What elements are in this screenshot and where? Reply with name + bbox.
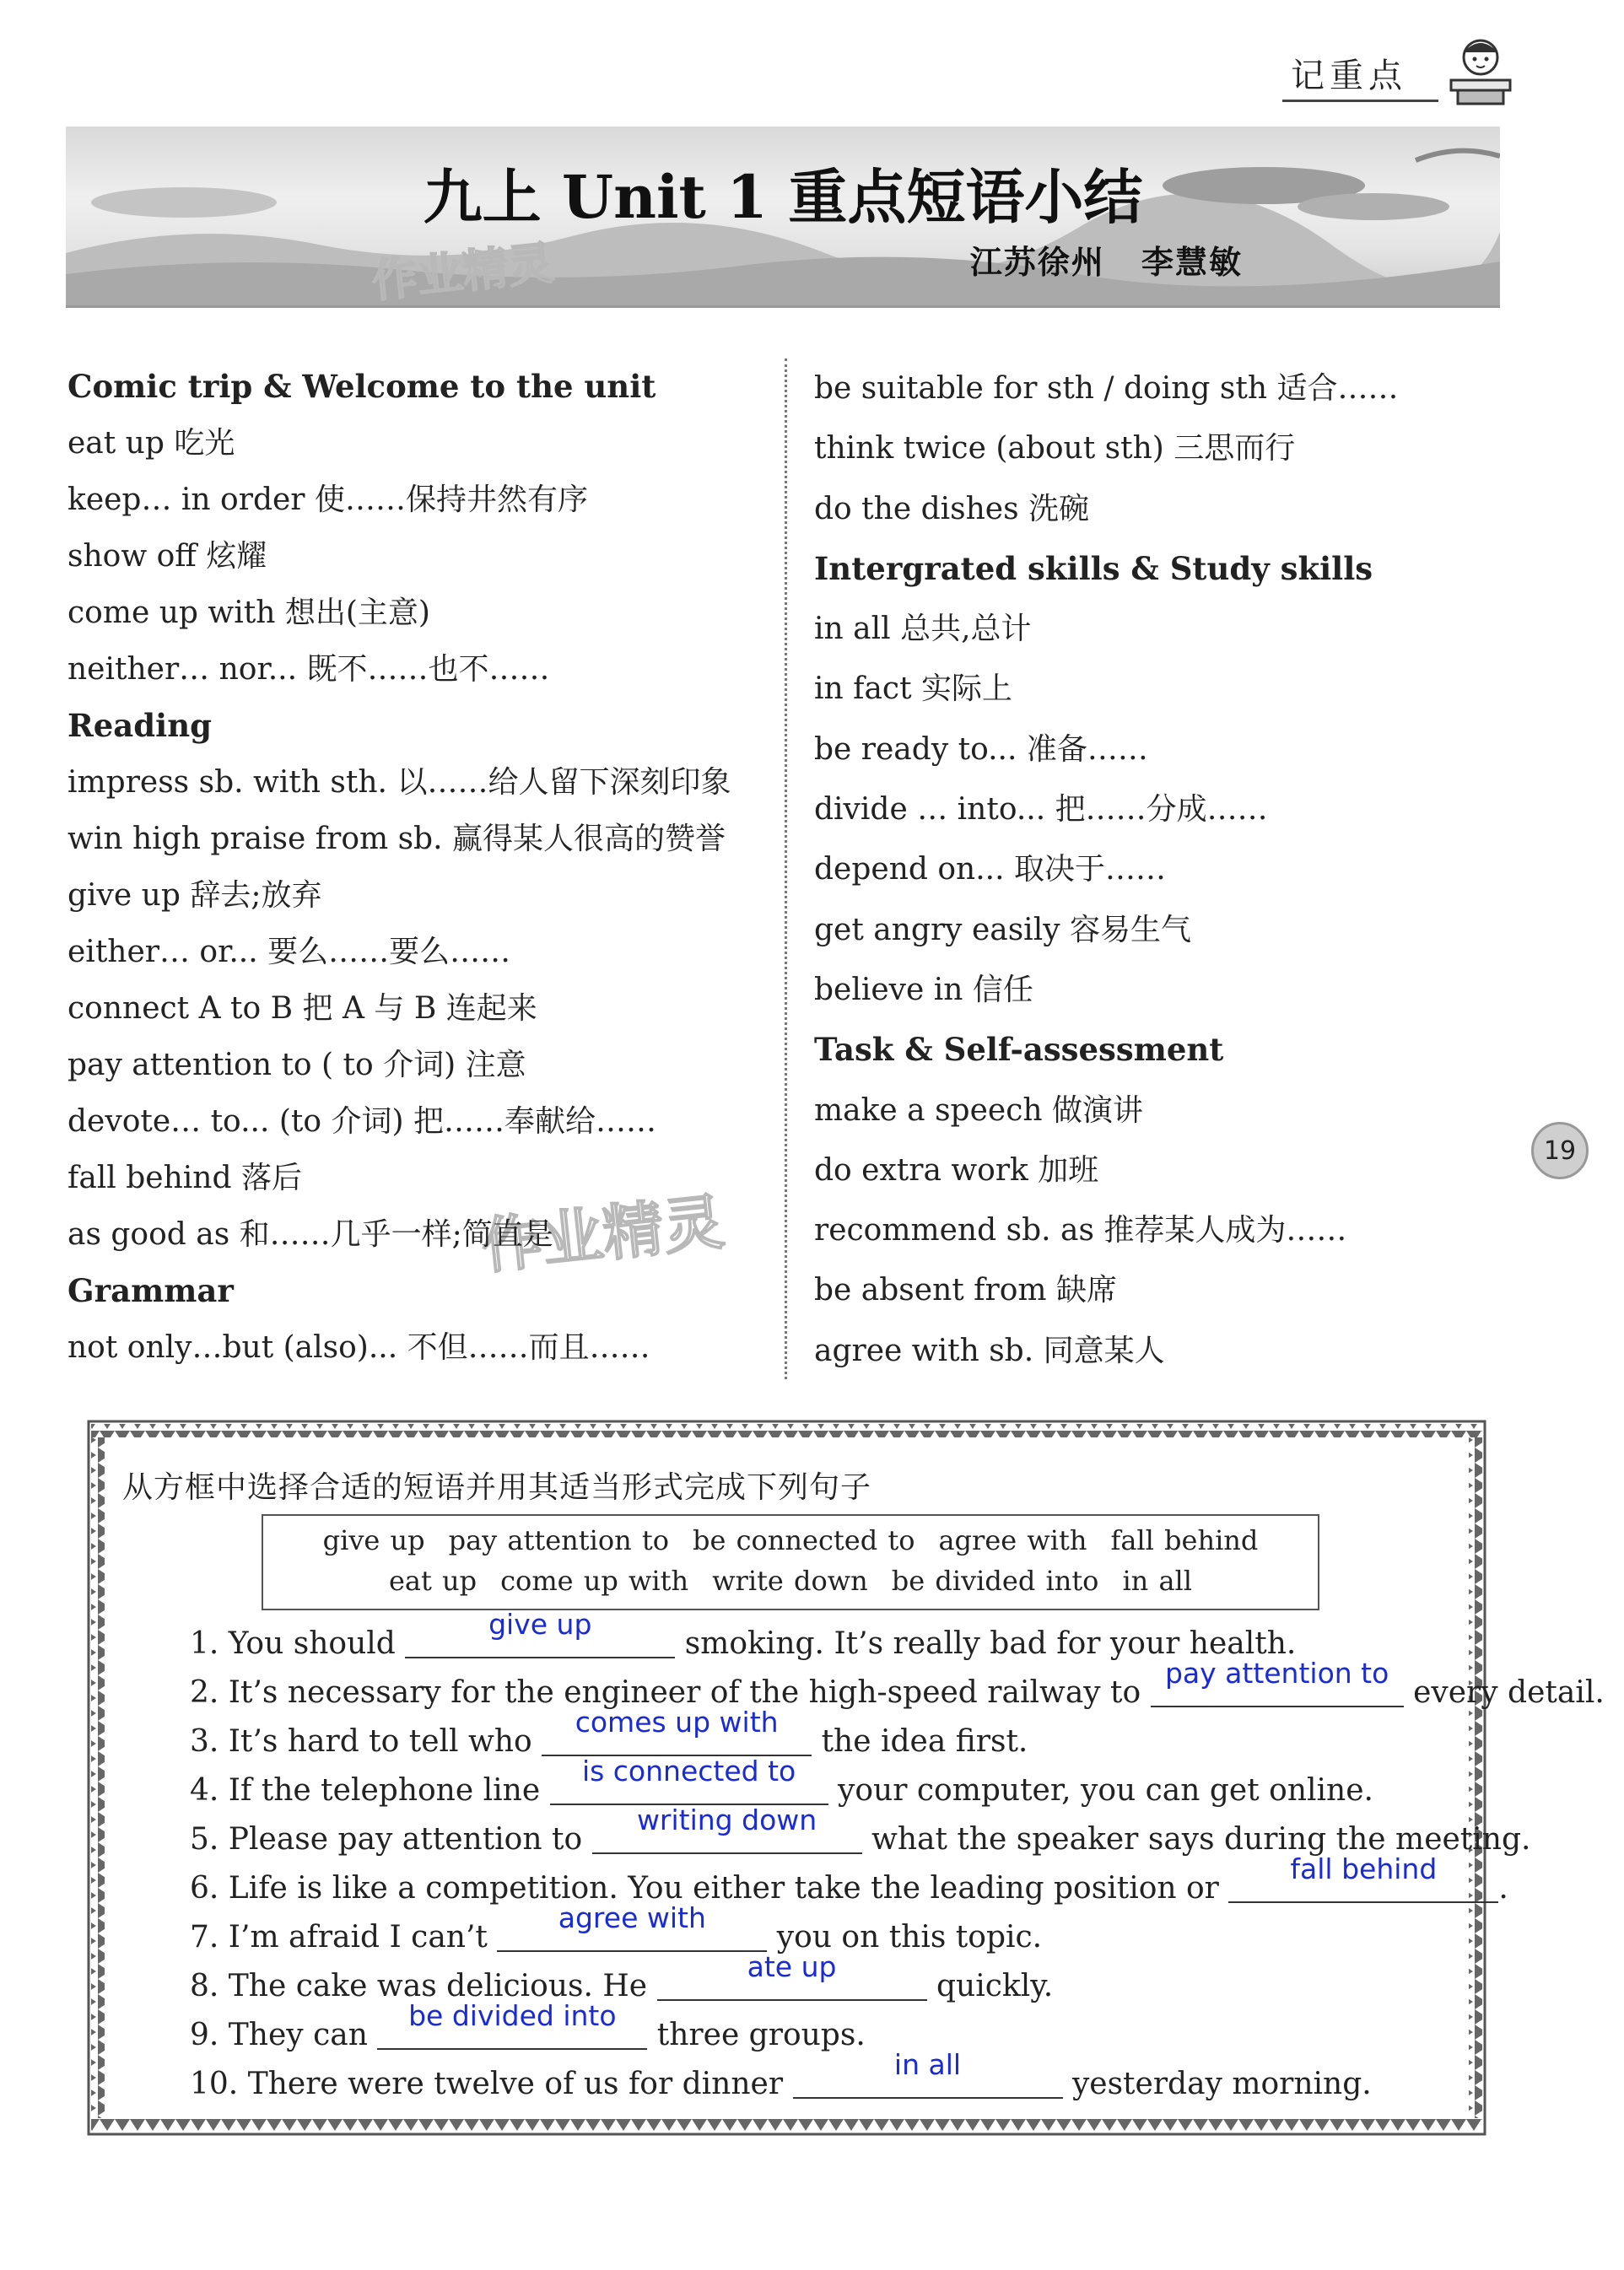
page-title: 九上 Unit 1 重点短语小结 — [423, 162, 1143, 232]
phrase-item: believe in 信任 — [814, 972, 1033, 1007]
phrase-item: pay attention to ( to 介词) 注意 — [67, 1048, 526, 1082]
cartoon-student-icon — [1443, 34, 1514, 108]
sentence-text: your computer, you can get online. — [828, 1773, 1373, 1808]
sentence-text: 8. The cake was delicious. He — [190, 1969, 657, 2003]
watermark: 作业精灵 — [478, 1186, 728, 1282]
handwritten-answer: agree with — [558, 1901, 706, 1934]
answer-blank[interactable] — [592, 1804, 862, 1854]
section-tag — [1270, 34, 1514, 110]
phrase-item: do the dishes 洗碗 — [814, 491, 1090, 526]
phrase-item: neither… nor... 既不……也不…… — [67, 652, 550, 687]
sentence-text: 5. Please pay attention to — [190, 1822, 592, 1857]
phrase-item: be absent from 缺席 — [814, 1273, 1117, 1308]
phrase-item: agree with sb. 同意某人 — [814, 1333, 1165, 1368]
sentence-text: 2. It’s necessary for the engineer of the high-speed railway to — [190, 1675, 1151, 1710]
handwritten-answer: fall behind — [1290, 1852, 1438, 1885]
word-bank-phrase: fall behind — [1110, 1524, 1259, 1556]
exercise-sentence — [190, 1657, 1605, 1717]
answer-blank[interactable] — [405, 1608, 675, 1658]
phrase-item: not only…but (also)... 不但……而且…… — [67, 1330, 650, 1365]
page-number: 19 — [1531, 1122, 1589, 1179]
phrase-item: eat up 吃光 — [67, 426, 235, 461]
sentence-text: . — [1498, 1871, 1508, 1906]
phrase-item: in fact 实际上 — [814, 671, 1013, 707]
phrase-item: be ready to... 准备…… — [814, 731, 1148, 767]
exercise-sentence — [190, 2048, 1472, 2109]
column-divider — [785, 359, 787, 1379]
answer-blank[interactable] — [1151, 1657, 1404, 1707]
word-bank-row — [263, 1524, 1318, 1556]
handwritten-answer: be divided into — [408, 1999, 617, 2032]
phrase-item: in all 总共,总计 — [814, 612, 1032, 647]
exercise-instruction: 从方框中选择合适的短语并用其适当形式完成下列句子 — [122, 1470, 872, 1505]
answer-blank[interactable] — [550, 1755, 828, 1805]
phrase-item: make a speech 做演讲 — [814, 1092, 1143, 1128]
word-bank-phrase: be divided into — [891, 1565, 1099, 1597]
phrase-item: either… or... 要么……要么…… — [67, 935, 511, 969]
phrase-item: win high praise from sb. 赢得某人很高的赞誉 — [67, 822, 726, 856]
section-tag-underline — [1282, 100, 1438, 102]
section-heading: Grammar — [67, 1272, 234, 1309]
sentence-text: 3. It’s hard to tell who — [190, 1724, 542, 1759]
word-bank-phrase: write down — [712, 1565, 868, 1597]
phrase-item: devote… to... (to 介词) 把……奉献给…… — [67, 1104, 656, 1139]
word-bank-phrase: come up with — [500, 1565, 689, 1597]
exercise-box — [84, 1417, 1605, 2138]
author-line: 江苏徐州 李慧敏 — [969, 244, 1243, 281]
exercise-sentence — [190, 1852, 1508, 1913]
section-heading: Intergrated skills & Study skills — [814, 549, 1373, 587]
sentence-text: three groups. — [647, 2018, 866, 2052]
phrase-item: as good as 和……几乎一样;简直是 — [67, 1217, 553, 1252]
phrase-item: be suitable for sth / doing sth 适合…… — [814, 371, 1399, 406]
answer-blank[interactable] — [1228, 1852, 1498, 1903]
answer-blank[interactable] — [657, 1950, 927, 2001]
section-heading: Reading — [67, 707, 212, 744]
phrase-item: get angry easily 容易生气 — [814, 912, 1191, 947]
phrase-item: recommend sb. as 推荐某人成为…… — [814, 1213, 1347, 1248]
handwritten-answer: give up — [488, 1608, 592, 1641]
word-bank-phrase: agree with — [938, 1524, 1087, 1556]
exercise-sentence — [190, 1706, 1472, 1766]
word-bank-phrase: eat up — [388, 1565, 477, 1597]
sentence-text: 7. I’m afraid I can’t — [190, 1920, 498, 1955]
sentence-text: you on this topic. — [767, 1920, 1043, 1955]
handwritten-answer: ate up — [747, 1950, 837, 1983]
answer-blank[interactable] — [497, 1901, 767, 1952]
sentence-text: 1. You should — [190, 1626, 406, 1661]
sentence-text: yesterday morning. — [1062, 2067, 1372, 2101]
phrase-item: think twice (about sth) 三思而行 — [814, 431, 1296, 466]
sentence-text: 9. They can — [190, 2018, 378, 2052]
phrase-item: show off 炫耀 — [67, 539, 267, 574]
phrase-item: keep… in order 使……保持井然有序 — [67, 483, 588, 517]
watermark: 作业精灵 — [369, 235, 557, 309]
phrase-item: fall behind 落后 — [67, 1161, 302, 1195]
phrase-item: connect A to B 把 A 与 B 连起来 — [67, 991, 537, 1026]
answer-blank[interactable] — [542, 1706, 812, 1756]
section-tag-label: 记重点 — [1291, 57, 1407, 95]
word-bank — [262, 1514, 1319, 1610]
phrase-item: depend on... 取决于…… — [814, 852, 1167, 887]
sentence-text: 10. There were twelve of us for dinner — [190, 2067, 793, 2101]
handwritten-answer: is connected to — [581, 1755, 796, 1787]
phrase-list-left — [67, 359, 768, 1376]
phrase-item: come up with 想出(主意) — [67, 596, 430, 630]
handwritten-answer: pay attention to — [1164, 1657, 1389, 1690]
section-heading: Comic trip & Welcome to the unit — [67, 368, 656, 405]
sentence-text: smoking. It’s really bad for your health. — [675, 1626, 1297, 1661]
title-banner — [66, 127, 1500, 308]
word-bank-phrase: give up — [322, 1524, 425, 1556]
sentence-text: the idea first. — [812, 1724, 1028, 1759]
handwritten-answer: comes up with — [575, 1706, 779, 1739]
phrase-item: give up 辞去;放弃 — [67, 878, 322, 913]
word-bank-row — [263, 1565, 1318, 1597]
handwritten-answer: writing down — [636, 1804, 817, 1836]
exercise-items — [190, 1608, 1605, 2109]
word-bank-phrase: be connected to — [693, 1524, 915, 1556]
phrase-list-right — [814, 359, 1514, 1381]
word-bank-phrase: pay attention to — [448, 1524, 670, 1556]
sentence-text: 4. If the telephone line — [190, 1773, 550, 1808]
sentence-text: quickly. — [926, 1969, 1054, 2003]
sentence-text: what the speaker says during the meeting. — [861, 1822, 1531, 1857]
sentence-text: every detail. — [1403, 1675, 1605, 1710]
phrase-item: divide … into... 把……分成…… — [814, 792, 1268, 828]
answer-blank[interactable] — [377, 1999, 647, 2050]
word-bank-phrase: in all — [1122, 1565, 1192, 1597]
handwritten-answer: in all — [893, 2048, 962, 2081]
section-heading: Task & Self-assessment — [814, 1031, 1224, 1069]
phrase-item: impress sb. with sth. 以……给人留下深刻印象 — [67, 765, 731, 800]
sentence-text: 6. Life is like a competition. You either take the leading position or — [190, 1871, 1229, 1906]
phrase-item: do extra work 加班 — [814, 1152, 1099, 1188]
answer-blank[interactable] — [793, 2048, 1063, 2099]
